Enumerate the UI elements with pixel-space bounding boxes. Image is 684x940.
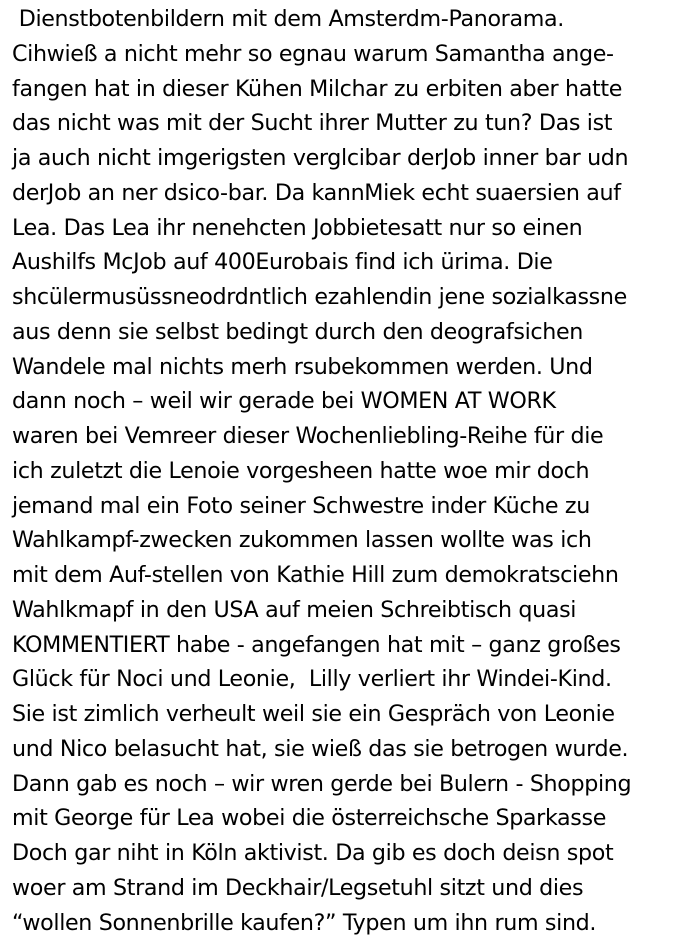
text-line: Lea. Das Lea ihr nenehcten Jobbietesatt nur so einen	[12, 214, 583, 241]
text-line: aus denn sie selbst bedingt durch den deografsichen	[12, 318, 583, 345]
text-line: Aushilfs McJob auf 400Eurobais find ich ürima. Die	[12, 249, 553, 276]
text-line: dann noch – weil wir gerade bei WOMEN AT WORK	[12, 388, 556, 415]
text-line: Cihwieß a nicht mehr so egnau warum Samantha ange-	[12, 40, 614, 67]
text-line: derJob an ner dsico-bar. Da kannMiek echt suaersien auf	[12, 179, 621, 206]
text-line: Sie ist zimlich verheult weil sie ein Gespräch von Leonie	[12, 701, 615, 727]
text-line: fangen hat in dieser Kühen Milchar zu erbiten aber hatte	[12, 75, 622, 102]
text-line: “wollen Sonnenbrille kaufen?” Typen um ihn rum sind.	[12, 909, 597, 936]
text-line: woer am Strand im Deckhair/Legsetuhl sitzt und dies	[12, 874, 584, 901]
text-line: Doch gar niht in Köln aktivist. Da gib es doch deisn spot	[12, 840, 614, 866]
text-line: Wahlkmapf in den USA auf meien Schreibtisch quasi	[12, 596, 577, 623]
text-line: mit dem Auf-stellen von Kathie Hill zum demokratsciehn	[12, 562, 619, 588]
text-line: shcülermusüssneodrdntlich ezahlendin jene sozialkassne	[12, 284, 627, 310]
text-line: und Nico belasucht hat, sie wieß das sie betrogen wurde.	[12, 735, 629, 762]
text-line: mit George für Lea wobei die österreichsche Sparkasse	[12, 805, 607, 832]
text-line: KOMMENTIERT habe - angefangen hat mit – ganz großes	[12, 631, 621, 658]
text-line: Glück für Noci und Leonie, Lilly verliert ihr Windei-Kind.	[12, 666, 612, 693]
body-text	[12, 2, 684, 940]
text-line: das nicht was mit der Sucht ihrer Mutter zu tun? Das ist	[12, 110, 613, 137]
text-line: Dienstbotenbildern mit dem Amsterdm-Panorama.	[12, 6, 564, 32]
text-line: jemand mal ein Foto seiner Schwestre inder Küche zu	[12, 492, 590, 519]
text-line: Wahlkampf-zwecken zukommen lassen wollte was ich	[12, 527, 592, 554]
text-line: Dann gab es noch – wir wren gerde bei Bulern - Shopping	[12, 770, 632, 797]
text-line: waren bei Vemreer dieser Wochenliebling-Reihe für die	[12, 423, 604, 449]
text-line: ich zuletzt die Lenoie vorgesheen hatte woe mir doch	[12, 457, 590, 484]
text-line: ja auch nicht imgerigsten verglcibar derJob inner bar udn	[12, 145, 629, 171]
text-line: Wandele mal nichts merh rsubekommen werden. Und	[12, 353, 593, 380]
